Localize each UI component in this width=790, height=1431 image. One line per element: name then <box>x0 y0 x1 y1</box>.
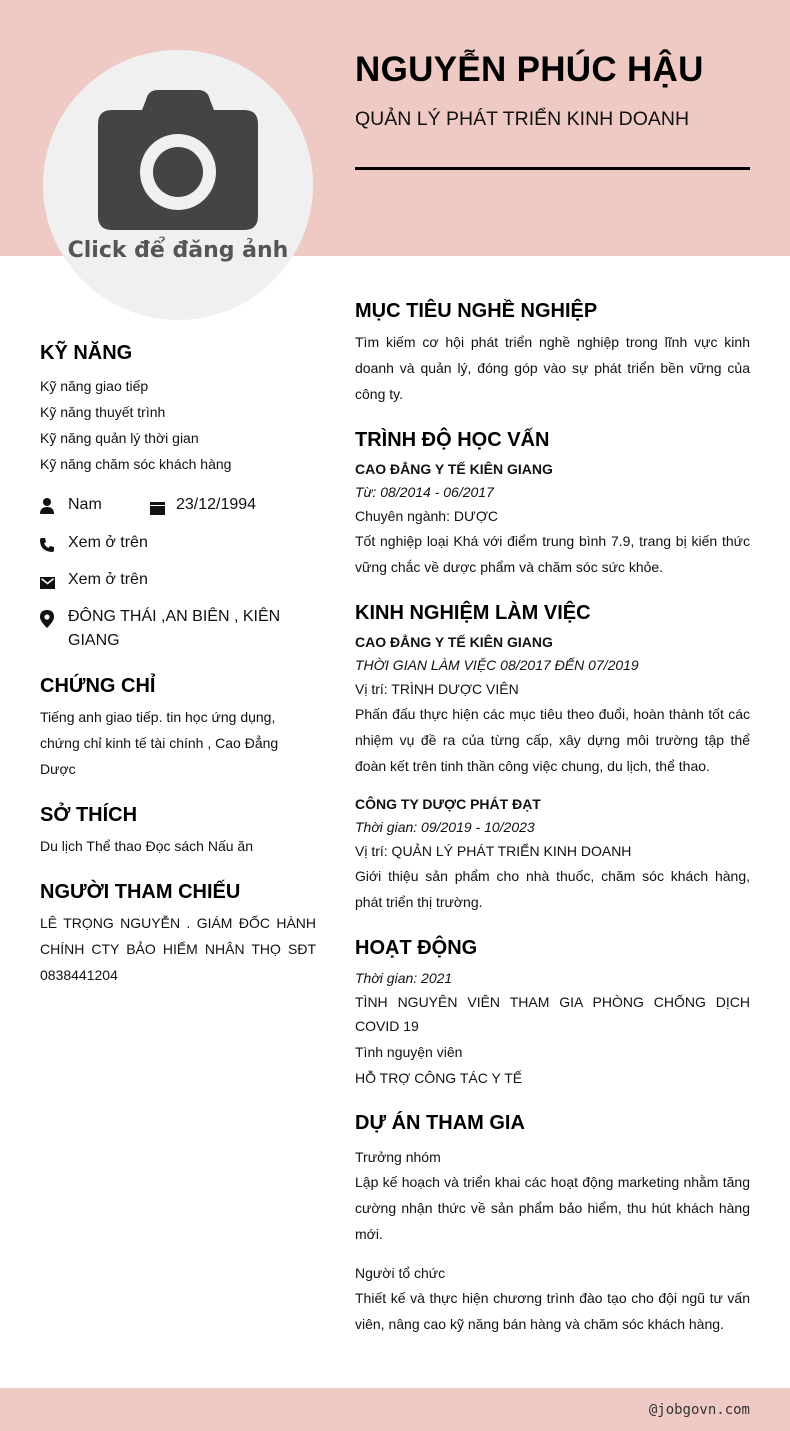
info-row-email <box>40 568 316 597</box>
references-title: NGƯỜI THAM CHIẾU <box>40 881 241 903</box>
education-section <box>355 429 750 580</box>
avatar-upload-label: Click để đăng ảnh <box>67 238 289 263</box>
skill-item: Kỹ năng quản lý thời gian <box>40 430 199 446</box>
calendar-icon <box>150 493 176 523</box>
experience-period: THỜI GIAN LÀM VIỆC 08/2017 ĐẾN 07/2019 <box>355 657 639 673</box>
footer-watermark: @jobgovn.com <box>648 1402 750 1418</box>
left-column <box>40 342 316 988</box>
phone-icon <box>40 531 68 560</box>
projects-title: DỰ ÁN THAM GIA <box>355 1112 525 1134</box>
phone-value: Xem ở trên <box>68 534 148 551</box>
birthdate-value: 23/12/1994 <box>176 496 257 513</box>
activity-role: Tình nguyện viên <box>355 1044 463 1060</box>
company-name: CAO ĐẲNG Y TẾ KIÊN GIANG <box>355 634 553 650</box>
experience-position: Vị trí: TRÌNH DƯỢC VIÊN <box>355 681 519 697</box>
experience-entry <box>355 631 750 779</box>
skills-title: KỸ NĂNG <box>40 342 133 364</box>
education-description: Tốt nghiệp loại Khá với điểm trung bình 7.9, trang bị kiến thức vững chắc về dược phẩm và chăm sóc sức khỏe. <box>355 533 750 575</box>
info-row-phone <box>40 531 316 560</box>
education-period: Từ: 08/2014 - 06/2017 <box>355 484 494 500</box>
footer-band <box>0 1388 790 1431</box>
certificates-text: Tiếng anh giao tiếp. tin học ứng dụng, chứng chỉ kinh tế tài chính , Cao Đẳng Dược <box>40 709 279 777</box>
activity-description: HỖ TRỢ CÔNG TÁC Y TẾ <box>355 1070 523 1086</box>
activity-name: TÌNH NGUYÊN VIÊN THAM GIA PHÒNG CHỐNG DỊCH COVID 19 <box>355 994 750 1034</box>
experience-section <box>355 602 750 915</box>
project-role: Người tổ chức <box>355 1265 446 1281</box>
experience-description: Phấn đấu thực hiện các mục tiêu theo đuổi, hoàn thành tốt các nhiệm vụ đề ra của từng cấp, xây dựng môi trường tập thể đoàn kết trên tinh thần công việc chung, du lịch, thể thao. <box>355 706 750 774</box>
candidate-role: QUẢN LÝ PHÁT TRIỂN KINH DOANH <box>355 108 690 130</box>
skills-list <box>40 373 316 477</box>
objective-text: Tìm kiếm cơ hội phát triển nghề nghiệp trong lĩnh vực kinh doanh và quản lý, đóng góp vào sự phát triển bền vững của công ty. <box>355 334 750 402</box>
person-icon <box>40 493 68 522</box>
right-column <box>355 300 750 1359</box>
experience-description: Giới thiệu sản phẩm cho nhà thuốc, chăm sóc khách hàng, phát triển thị trường. <box>355 868 750 910</box>
experience-period: Thời gian: 09/2019 - 10/2023 <box>355 819 535 835</box>
project-role: Trưởng nhóm <box>355 1149 441 1165</box>
email-value: Xem ở trên <box>68 571 148 588</box>
activity-period: Thời gian: 2021 <box>355 970 453 986</box>
personal-info <box>40 493 316 653</box>
project-entry <box>355 1261 750 1337</box>
skill-item: Kỹ năng thuyết trình <box>40 404 166 420</box>
references-text: LÊ TRỌNG NGUYỄN . GIÁM ĐỐC HÀNH CHÍNH CTY BẢO HIỂM NHÂN THỌ SĐT 0838441204 <box>40 915 316 983</box>
mail-icon <box>40 568 68 597</box>
projects-section <box>355 1112 750 1337</box>
info-row-address <box>40 605 316 653</box>
objective-section <box>355 300 750 407</box>
avatar-upload[interactable] <box>43 50 313 320</box>
activities-title: HOẠT ĐỘNG <box>355 937 478 959</box>
candidate-name: NGUYỄN PHÚC HẬU <box>355 50 704 89</box>
hobbies-title: SỞ THÍCH <box>40 804 138 826</box>
project-description: Thiết kế và thực hiện chương trình đào tạo cho đội ngũ tư vấn viên, nâng cao kỹ năng bán hàng và chăm sóc khách hàng. <box>355 1290 750 1332</box>
certificates-title: CHỨNG CHỈ <box>40 675 156 697</box>
skill-item: Kỹ năng chăm sóc khách hàng <box>40 456 232 472</box>
education-title: TRÌNH ĐỘ HỌC VẤN <box>355 429 550 451</box>
activities-section <box>355 937 750 1090</box>
skill-item: Kỹ năng giao tiếp <box>40 378 149 394</box>
company-name: CÔNG TY DƯỢC PHÁT ĐẠT <box>355 796 541 812</box>
objective-title: MỤC TIÊU NGHỀ NGHIỆP <box>355 300 598 322</box>
project-description: Lập kế hoạch và triển khai các hoạt động marketing nhằm tăng cường nhận thức về sản phẩm bảo hiểm, thu hút khách hàng mới. <box>355 1174 750 1242</box>
experience-entry <box>355 793 750 915</box>
school-name: CAO ĐẲNG Y TẾ KIÊN GIANG <box>355 461 553 477</box>
project-entry <box>355 1145 750 1247</box>
experience-position: Vị trí: QUẢN LÝ PHÁT TRIỂN KINH DOANH <box>355 843 632 859</box>
hobbies-text: Du lịch Thể thao Đọc sách Nấu ăn <box>40 838 253 854</box>
certificates-section <box>40 675 316 782</box>
gender-value: Nam <box>68 496 102 513</box>
education-major: Chuyên ngành: DƯỢC <box>355 508 499 524</box>
hobbies-section <box>40 804 316 859</box>
location-pin-icon <box>40 605 68 636</box>
header-divider <box>355 167 750 170</box>
experience-title: KINH NGHIỆM LÀM VIỆC <box>355 602 591 624</box>
references-section <box>40 881 316 988</box>
info-row-gender-birthdate <box>40 493 316 523</box>
address-value: ĐÔNG THÁI ,AN BIÊN , KIÊN GIANG <box>68 608 281 649</box>
camera-icon <box>98 90 258 230</box>
